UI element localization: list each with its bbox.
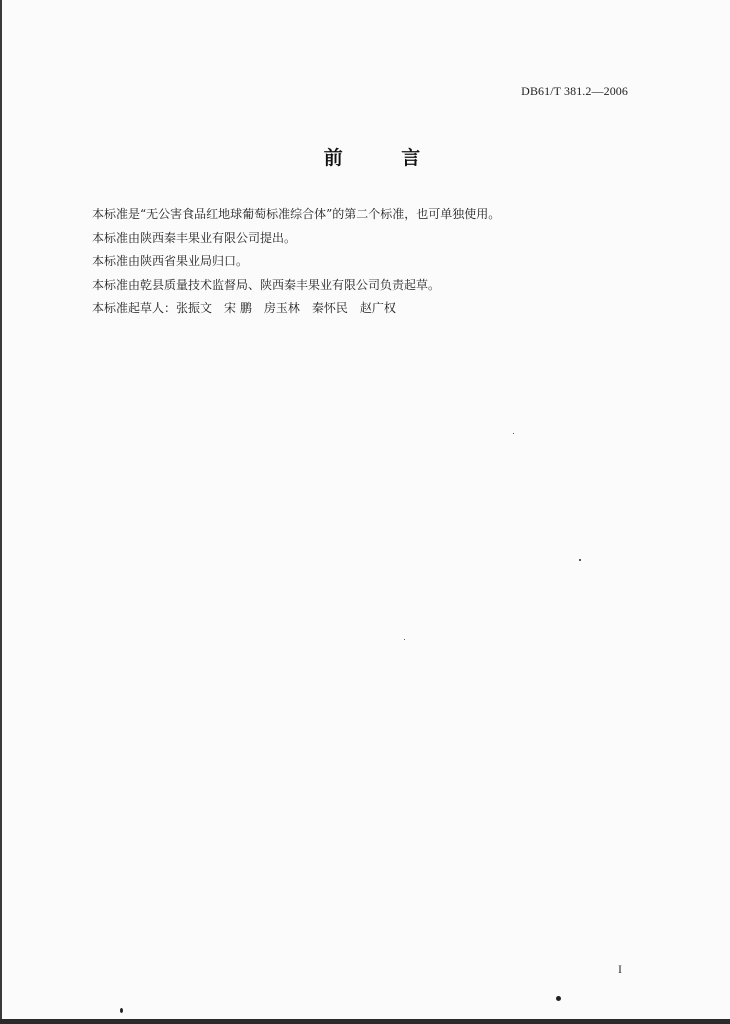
- drafter-name: 秦怀民: [311, 301, 348, 315]
- page-number: I: [618, 962, 622, 976]
- scan-speck: [513, 433, 514, 434]
- drafter-name: 房玉林: [263, 301, 300, 315]
- foreword-paragraph: 本标准由陕西省果业局归口。: [92, 254, 249, 268]
- foreword-paragraph: 本标准由乾县质量技术监督局、陕西秦丰果业有限公司负责起草。: [92, 277, 441, 292]
- scan-speck: [556, 996, 561, 1001]
- scan-speck: [404, 639, 405, 640]
- scan-speck: [579, 559, 581, 561]
- section-title: 前 言: [323, 147, 447, 169]
- foreword-body: [92, 203, 652, 321]
- foreword-paragraph: 本标准由陕西秦丰果业有限公司提出。: [92, 230, 297, 245]
- drafter-name: 宋 鹏: [224, 301, 252, 315]
- scan-speck: [120, 1008, 123, 1013]
- foreword-paragraph: 本标准是“无公害食品红地球葡萄标准综合体”的第二个标准，也可单独使用。: [92, 207, 501, 221]
- drafter-name: 赵广权: [359, 301, 396, 315]
- standard-code: DB61/T 381.2—2006: [521, 84, 628, 98]
- drafters-label: 本标准起草人：: [92, 301, 177, 315]
- scan-edge-bottom: [0, 1019, 730, 1024]
- drafter-name: 张振文: [176, 301, 213, 315]
- drafters-line: [92, 297, 652, 321]
